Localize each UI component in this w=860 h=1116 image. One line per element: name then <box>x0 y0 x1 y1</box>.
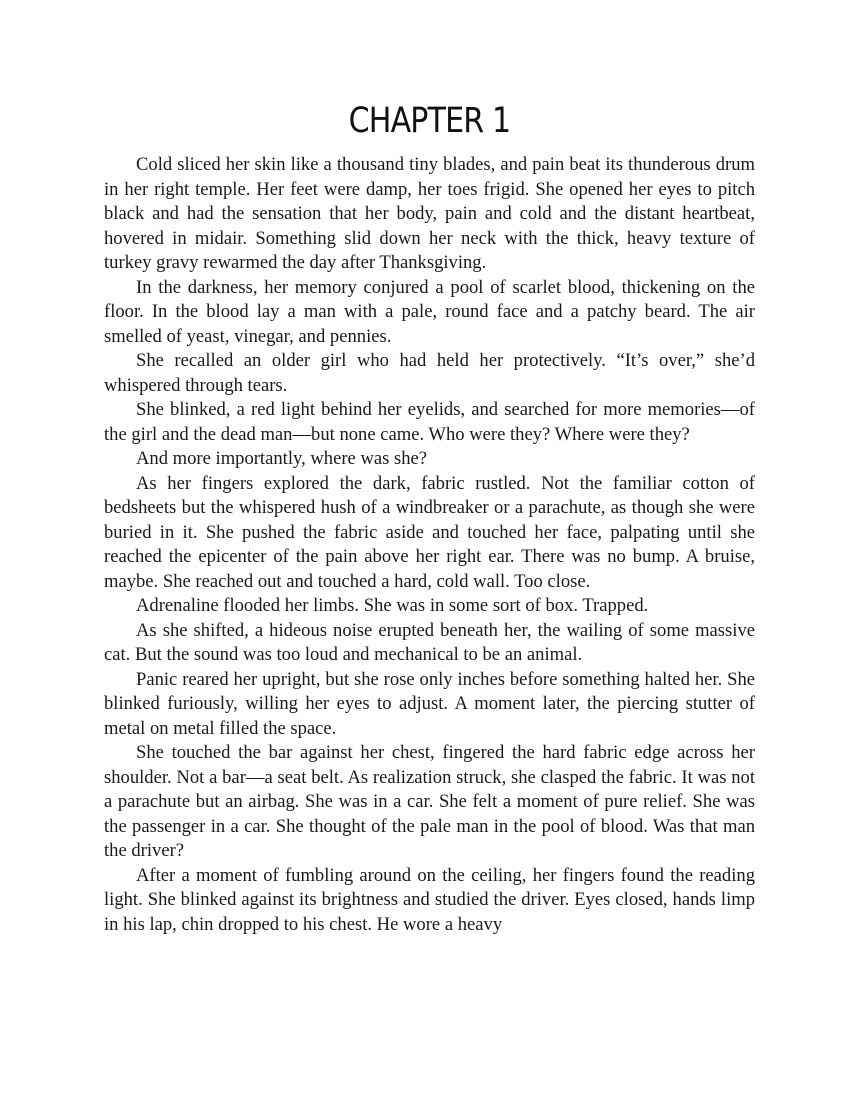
paragraph: As she shifted, a hideous noise erupted beneath her, the wailing of some massive cat. But the sound was too loud and mechanical to be an animal. <box>104 619 755 665</box>
book-page <box>104 95 755 937</box>
chapter-title: CHAPTER 1 <box>348 101 511 141</box>
paragraph: And more importantly, where was she? <box>136 448 428 469</box>
paragraph: Adrenaline flooded her limbs. She was in some sort of box. Trapped. <box>136 595 649 616</box>
paragraph: She recalled an older girl who had held her protectively. “It’s over,” she’d whispered through tears. <box>104 350 755 396</box>
chapter-body <box>104 153 755 937</box>
paragraph: Cold sliced her skin like a thousand tiny blades, and pain beat its thunderous drum in her right temple. Her feet were damp, her toes frigid. She opened her eyes to pitch black and had the sensation that her body, pain and cold and the distant heartbeat, hovered in midair. Something slid down her neck with the thick, heavy texture of turkey gravy rewarmed the day after Thanksgiving. <box>104 154 755 273</box>
paragraph: She blinked, a red light behind her eyelids, and searched for more memories—of the girl and the dead man—but none came. Who were they? Where were they? <box>104 399 755 445</box>
paragraph: After a moment of fumbling around on the ceiling, her fingers found the reading light. She blinked against its brightness and studied the driver. Eyes closed, hands limp in his lap, chin dropped to his chest. He wore a heavy <box>104 864 755 935</box>
paragraph: As her fingers explored the dark, fabric rustled. Not the familiar cotton of bedsheets but the whispered hush of a windbreaker or a parachute, as though she were buried in it. She pushed the fabric aside and touched her face, palpating until she reached the epicenter of the pain above her right ear. There was no bump. A bruise, maybe. She reached out and touched a hard, cold wall. Too close. <box>104 472 755 592</box>
paragraph: She touched the bar against her chest, fingered the hard fabric edge across her shoulder. Not a bar—a seat belt. As realization struck, she clasped the fabric. It was not a parachute but an airbag. She was in a car. She felt a moment of pure relief. She was the passenger in a car. She thought of the pale man in the pool of blood. Was that man the driver? <box>104 742 755 861</box>
paragraph: In the darkness, her memory conjured a pool of scarlet blood, thickening on the floor. In the blood lay a man with a pale, round face and a patchy beard. The air smelled of yeast, vinegar, and pennies. <box>104 276 755 347</box>
paragraph: Panic reared her upright, but she rose only inches before something halted her. She blinked furiously, willing her eyes to adjust. A moment later, the piercing stutter of metal on metal filled the space. <box>104 668 755 739</box>
